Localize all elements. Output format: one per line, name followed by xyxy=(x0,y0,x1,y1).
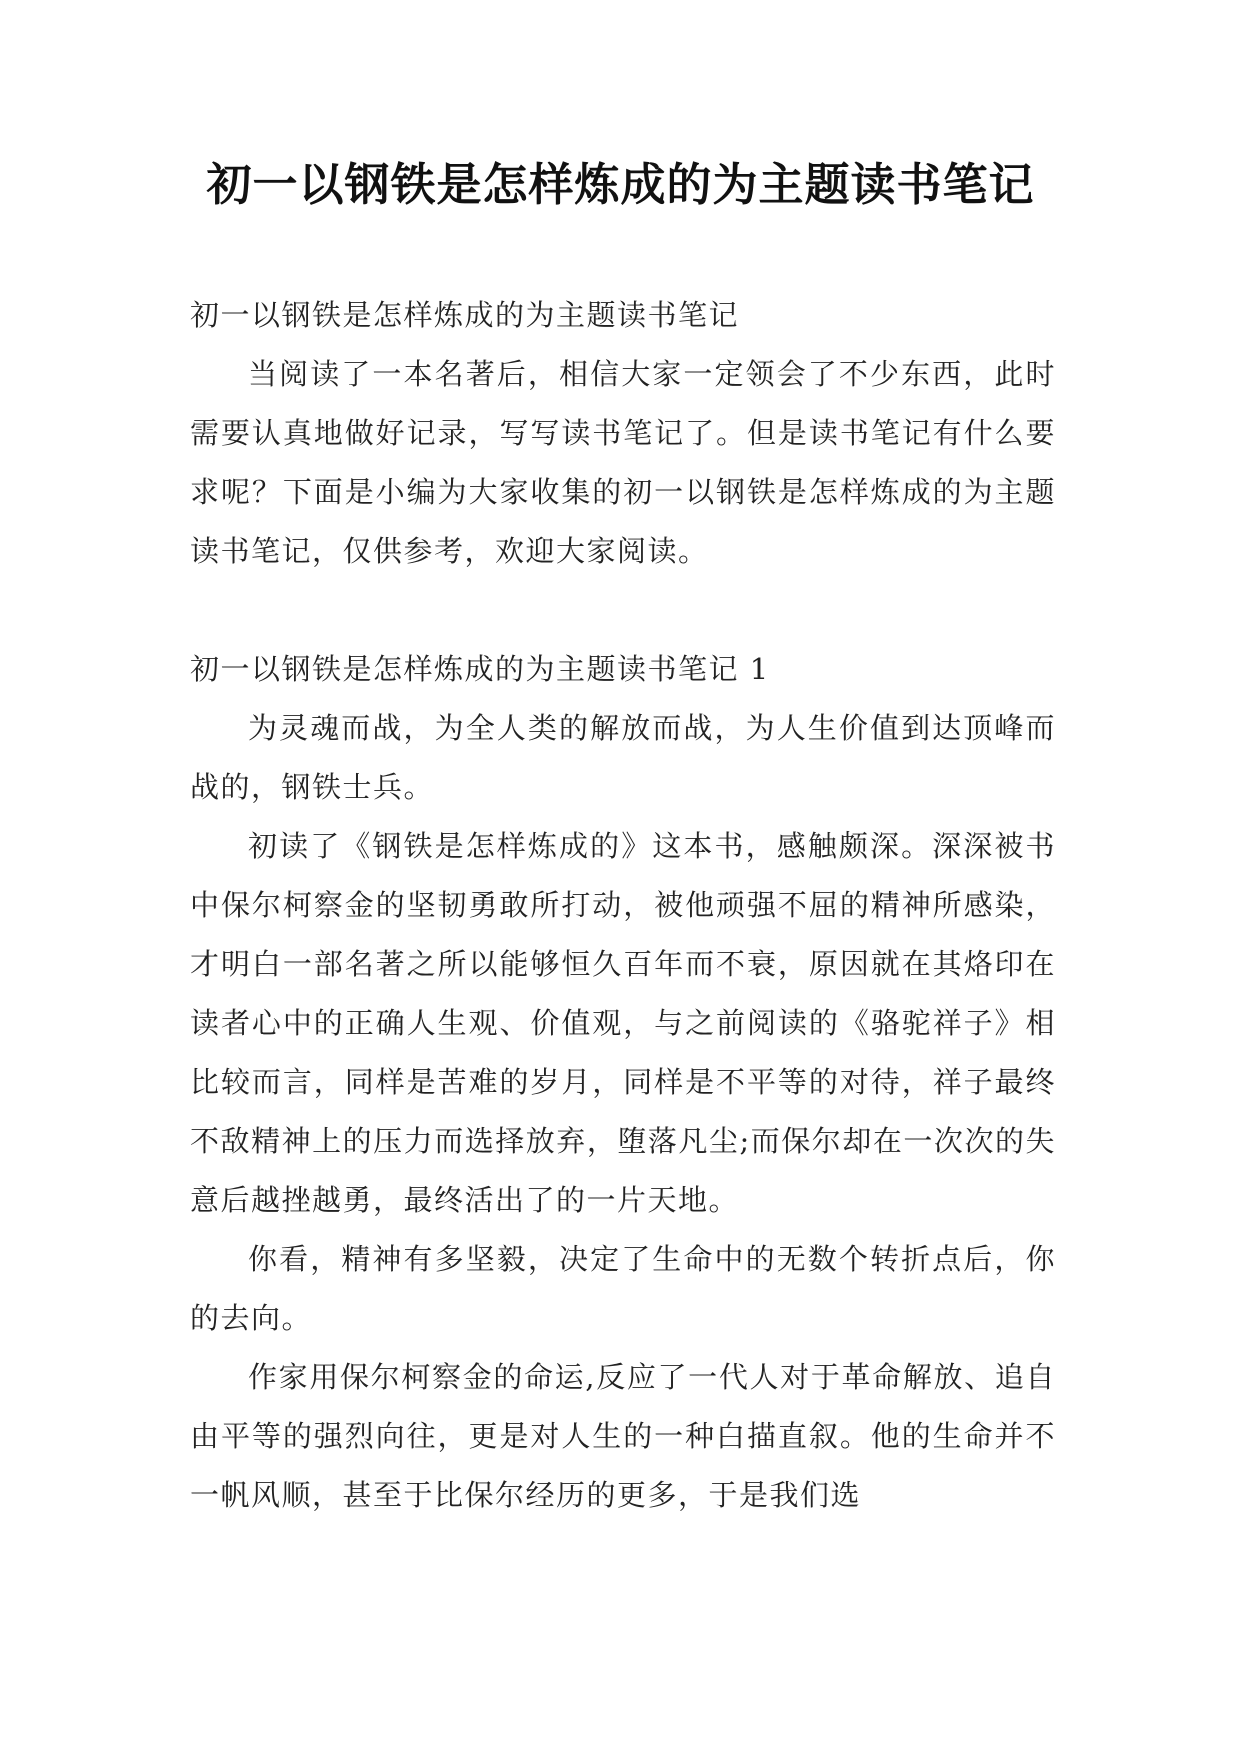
document-body xyxy=(190,286,1056,1525)
document-title: 初一以钢铁是怎样炼成的为主题读书笔记 xyxy=(206,158,1035,211)
section-heading: 初一以钢铁是怎样炼成的为主题读书笔记 1 xyxy=(190,652,770,686)
paragraph-spacer xyxy=(190,581,1056,640)
body-paragraph: 作家用保尔柯察金的命运,反应了一代人对于革命解放、追自由平等的强烈向往，更是对人生的一种白描直叙。他的生命并不一帆风顺，甚至于比保尔经历的更多，于是我们选 xyxy=(190,1360,1056,1512)
body-paragraph: 为灵魂而战，为全人类的解放而战，为人生价值到达顶峰而战的，钢铁士兵。 xyxy=(190,711,1056,804)
body-paragraph: 你看，精神有多坚毅，决定了生命中的无数个转折点后，你的去向。 xyxy=(190,1242,1056,1335)
body-paragraph: 初读了《钢铁是怎样炼成的》这本书，感触颇深。深深被书中保尔柯察金的坚韧勇敢所打动，被他顽强不屈的精神所感染，才明白一部名著之所以能够恒久百年而不衰，原因就在其烙印在读者心中的正确人生观、价值观，与之前阅读的《骆驼祥子》相比较而言，同样是苦难的岁月，同样是不平等的对待，祥子最终不敌精神上的压力而选择放弃，堕落凡尘;而保尔却在一次次的失意后越挫越勇，最终活出了的一片天地。 xyxy=(190,829,1056,1217)
subtitle: 初一以钢铁是怎样炼成的为主题读书笔记 xyxy=(190,298,740,332)
intro-paragraph: 当阅读了一本名著后，相信大家一定领会了不少东西，此时需要认真地做好记录，写写读书笔记了。但是读书笔记有什么要求呢？下面是小编为大家收集的初一以钢铁是怎样炼成的为主题读书笔记，仅供参考，欢迎大家阅读。 xyxy=(190,357,1056,568)
